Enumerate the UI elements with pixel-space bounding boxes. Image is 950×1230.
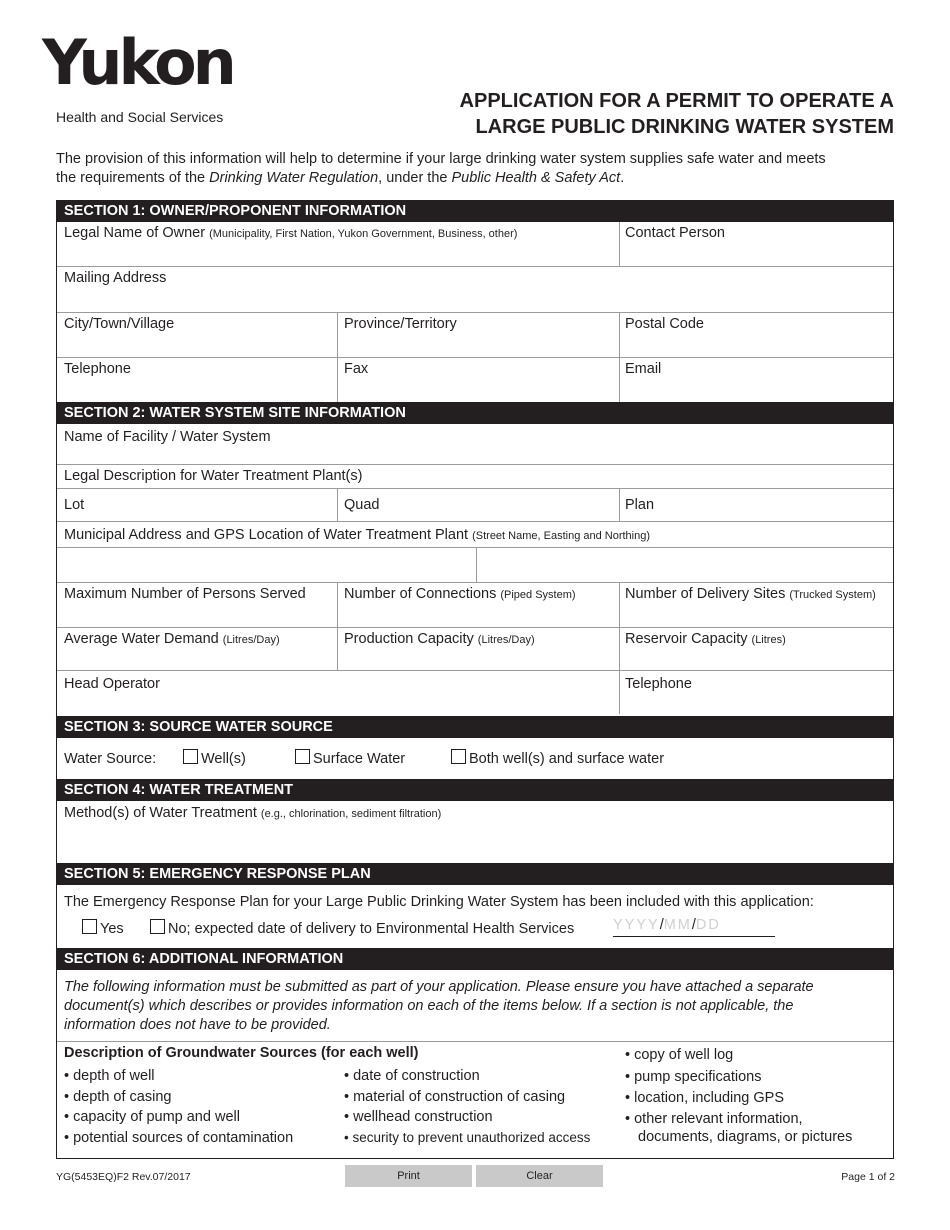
page-number: Page 1 of 2: [841, 1171, 895, 1183]
date-year-placeholder: YYYY: [613, 917, 660, 933]
erp-yes-checkbox[interactable]: [82, 919, 97, 934]
intro-act: Public Health & Safety Act: [451, 170, 621, 186]
erp-no-option[interactable]: [150, 919, 574, 937]
list-item: • pump specifications: [625, 1068, 762, 1085]
postal-code-field[interactable]: Postal Code: [625, 316, 704, 332]
intro-line2: [56, 169, 896, 188]
list-item: documents, diagrams, or pictures: [638, 1128, 853, 1145]
section2-header: SECTION 2: WATER SYSTEM SITE INFORMATION: [57, 402, 893, 424]
intro-regulation: Drinking Water Regulation: [209, 170, 379, 186]
legal-name-label: Legal Name of Owner: [64, 225, 206, 241]
intro-part3: .: [620, 170, 625, 186]
delivery-sites-field[interactable]: [625, 586, 876, 602]
intro-part1: the requirements of the: [56, 170, 210, 186]
reservoir-capacity-label: Reservoir Capacity: [625, 631, 748, 647]
treatment-method-field[interactable]: [64, 805, 441, 821]
erp-yes-option[interactable]: [82, 919, 124, 937]
section6-header: SECTION 6: ADDITIONAL INFORMATION: [57, 948, 893, 970]
city-field[interactable]: City/Town/Village: [64, 316, 175, 332]
lot-field[interactable]: Lot: [64, 497, 85, 513]
legal-name-note: (Municipality, First Nation, Yukon Government, Business, other): [209, 228, 518, 240]
surface-water-checkbox[interactable]: [295, 749, 310, 764]
production-capacity-field[interactable]: [344, 631, 535, 647]
intro-text: [56, 150, 896, 188]
legal-name-field[interactable]: [64, 225, 517, 241]
date-month-placeholder: MM: [663, 917, 692, 933]
contact-person-field[interactable]: Contact Person: [625, 225, 725, 241]
production-capacity-label: Production Capacity: [344, 631, 474, 647]
list-item: • other relevant information,: [625, 1110, 803, 1127]
municipal-address-text: Municipal Address and GPS Location of Water Treatment Plant: [64, 527, 469, 543]
note-line2: document(s) which describes or provides information on each of the items below. If a section is not applicable, the: [64, 998, 794, 1014]
quad-field[interactable]: Quad: [344, 497, 380, 513]
erp-no-checkbox[interactable]: [150, 919, 165, 934]
list-item: • location, including GPS: [625, 1090, 785, 1106]
production-capacity-note: (Litres/Day): [477, 634, 535, 646]
well-option-label: Well(s): [201, 751, 246, 767]
avg-demand-label: Average Water Demand: [64, 631, 219, 647]
application-form: [56, 200, 894, 1159]
list-item: • capacity of pump and well: [64, 1109, 240, 1125]
owner-telephone-field[interactable]: Telephone: [64, 361, 131, 377]
list-item: • material of construction of casing: [344, 1088, 566, 1105]
note-line1: The following information must be submitted as part of your application. Please ensure you have attached a separate: [64, 979, 814, 995]
avg-demand-field[interactable]: [64, 631, 280, 647]
erp-yes-label: Yes: [100, 921, 124, 937]
print-button[interactable]: Print: [345, 1165, 472, 1187]
list-item: • security to prevent unauthorized access: [344, 1129, 591, 1145]
groundwater-title: Description of Groundwater Sources (for each well): [64, 1045, 419, 1061]
fax-field[interactable]: Fax: [344, 361, 369, 377]
water-source-label: Water Source:: [64, 751, 157, 767]
list-item: • potential sources of contamination: [64, 1129, 294, 1146]
connections-note: (Piped System): [500, 589, 576, 601]
intro-line1: The provision of this information will help to determine if your large drinking water system supplies safe water and meets: [56, 151, 826, 167]
well-checkbox[interactable]: [183, 749, 198, 764]
section5-header: SECTION 5: EMERGENCY RESPONSE PLAN: [57, 863, 893, 885]
list-item: • wellhead construction: [344, 1109, 493, 1125]
connections-label: Number of Connections: [344, 586, 497, 602]
erp-statement: The Emergency Response Plan for your Large Public Drinking Water System has been included with this application:: [64, 894, 814, 910]
legal-description-label: Legal Description for Water Treatment Plant(s): [64, 468, 363, 484]
date-day-placeholder: DD: [695, 917, 721, 933]
note-line3: information does not have to be provided.: [64, 1017, 331, 1033]
operator-telephone-field[interactable]: Telephone: [625, 676, 692, 692]
email-field[interactable]: Email: [625, 361, 662, 377]
form-title: [374, 88, 894, 140]
well-option[interactable]: [183, 749, 246, 767]
connections-field[interactable]: [344, 586, 576, 602]
groundwater-list-3: [625, 1045, 852, 1146]
section3-header: SECTION 3: SOURCE WATER SOURCE: [57, 716, 893, 738]
additional-info-note: [64, 978, 814, 1035]
clear-button[interactable]: Clear: [476, 1165, 603, 1187]
municipal-address-input[interactable]: [57, 548, 476, 582]
groundwater-list-2: [344, 1066, 590, 1148]
date-separator-1: /: [659, 917, 664, 933]
both-sources-checkbox[interactable]: [451, 749, 466, 764]
both-sources-option-label: Both well(s) and surface water: [469, 751, 665, 767]
intro-part2: , under the: [378, 170, 452, 186]
delivery-sites-note: (Trucked System): [789, 589, 876, 601]
facility-name-field[interactable]: Name of Facility / Water System: [64, 429, 271, 445]
plan-field[interactable]: Plan: [625, 497, 655, 513]
department-name: Health and Social Services: [56, 109, 224, 125]
treatment-method-note: (e.g., chlorination, sediment filtration): [260, 808, 442, 820]
yukon-logo: Yukon: [42, 26, 233, 99]
erp-no-label: No; expected date of delivery to Environmental Health Services: [168, 921, 575, 937]
section4-header: SECTION 4: WATER TREATMENT: [57, 779, 893, 801]
avg-demand-note: (Litres/Day): [222, 634, 280, 646]
reservoir-capacity-field[interactable]: [625, 631, 786, 647]
both-sources-option[interactable]: [451, 749, 664, 767]
list-item: • copy of well log: [625, 1047, 734, 1063]
form-title-line1: APPLICATION FOR A PERMIT TO OPERATE A: [459, 90, 894, 112]
head-operator-field[interactable]: Head Operator: [64, 676, 160, 692]
treatment-method-label: Method(s) of Water Treatment: [64, 805, 257, 821]
mailing-address-field[interactable]: Mailing Address: [64, 270, 167, 286]
form-code: YG(5453EQ)F2 Rev.07/2017: [56, 1171, 191, 1183]
gps-location-input[interactable]: [477, 548, 895, 582]
province-field[interactable]: Province/Territory: [344, 316, 457, 332]
reservoir-capacity-note: (Litres): [751, 634, 786, 646]
surface-water-option[interactable]: [295, 749, 405, 767]
form-title-line2: LARGE PUBLIC DRINKING WATER SYSTEM: [475, 116, 894, 138]
list-item: • date of construction: [344, 1068, 480, 1084]
section1-header: SECTION 1: OWNER/PROPONENT INFORMATION: [57, 200, 893, 222]
delivery-sites-label: Number of Delivery Sites: [625, 586, 786, 602]
municipal-address-note: (Street Name, Easting and Northing): [472, 530, 651, 542]
date-separator-2: /: [691, 917, 696, 933]
municipal-address-label: [64, 527, 650, 543]
max-persons-field[interactable]: Maximum Number of Persons Served: [64, 586, 306, 602]
delivery-date-input[interactable]: [613, 917, 775, 937]
list-item: • depth of well: [64, 1068, 155, 1084]
groundwater-list-1: [64, 1066, 293, 1148]
surface-water-option-label: Surface Water: [313, 751, 406, 767]
list-item: • depth of casing: [64, 1088, 172, 1105]
